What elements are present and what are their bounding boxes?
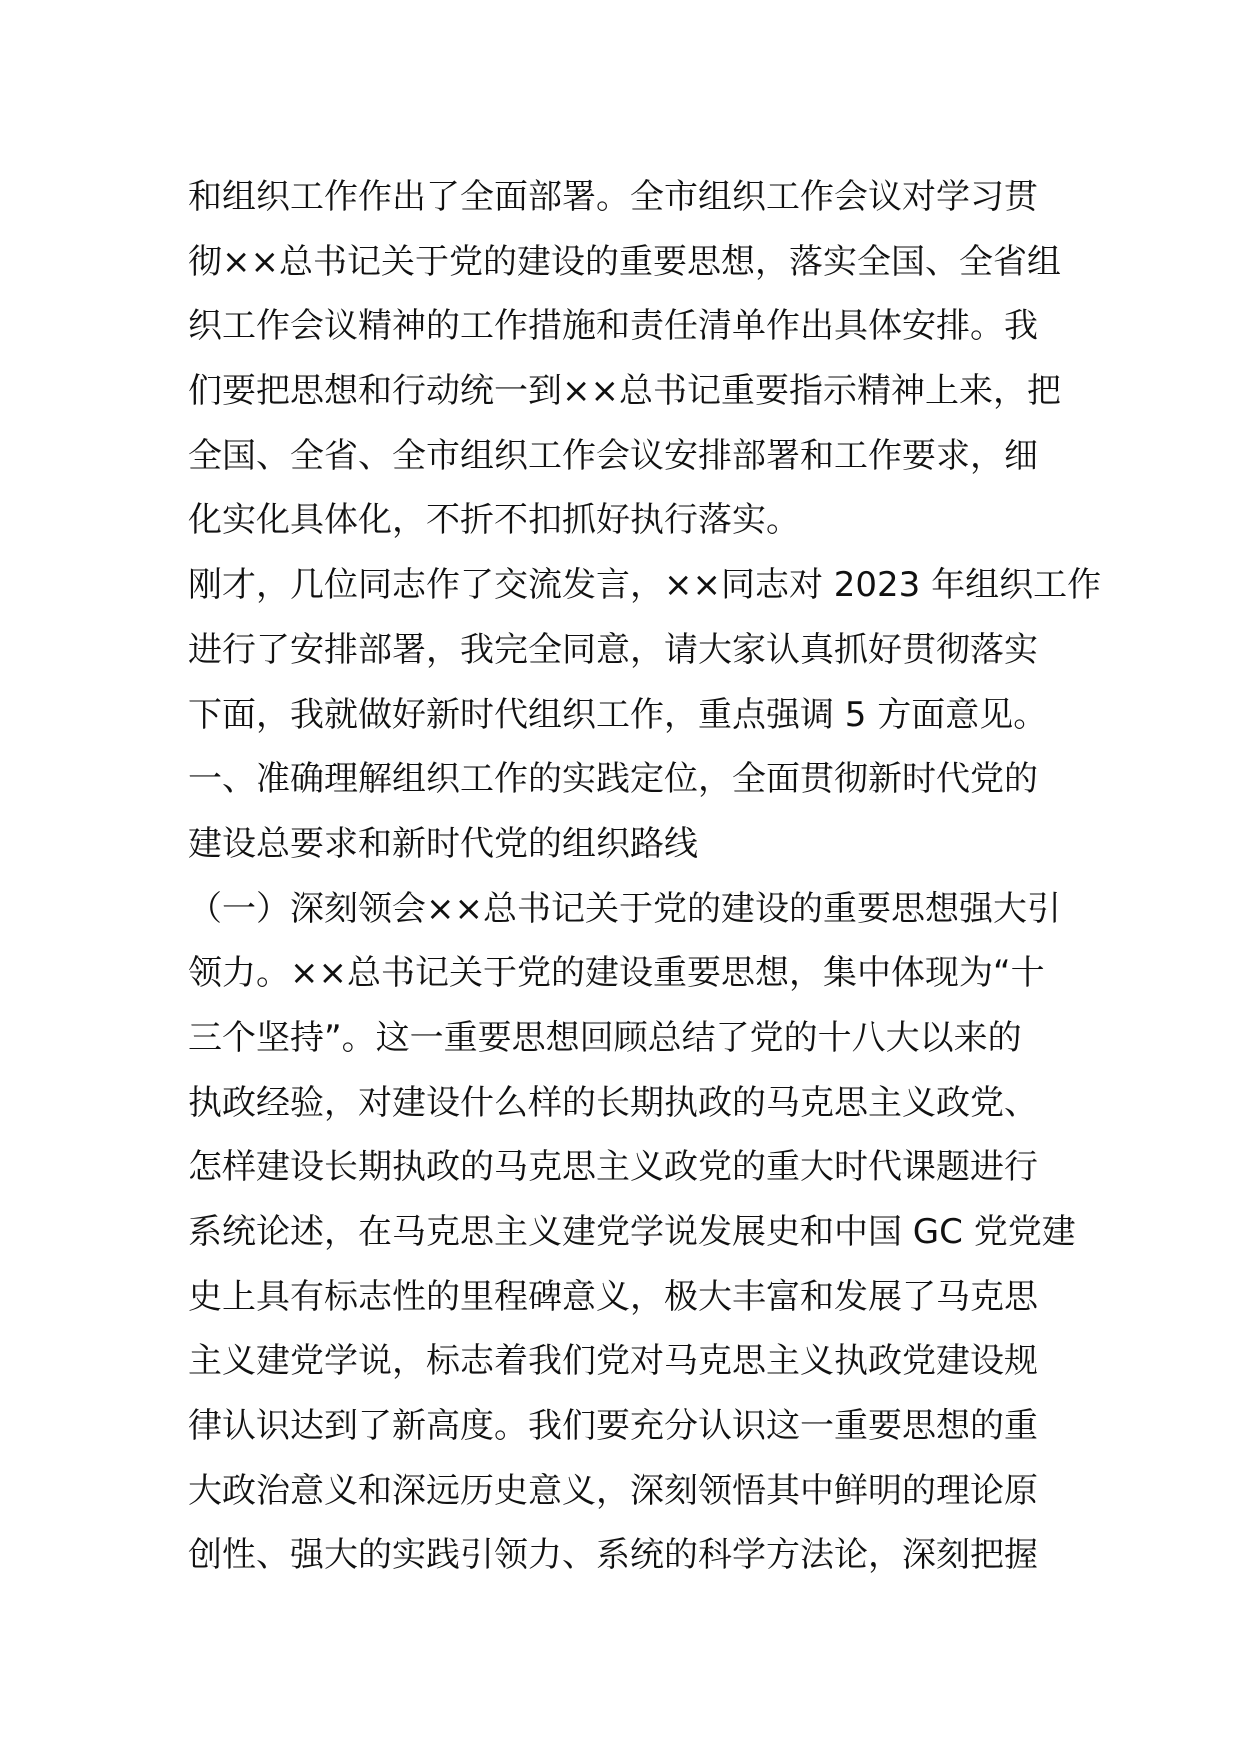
body-text-line: 史上具有标志性的里程碑意义，极大丰富和发展了马克思 (188, 1276, 1038, 1317)
body-text-line: （一）深刻领会××总书记关于党的建设的重要思想强大引 (188, 888, 1061, 929)
body-text-line: 们要把思想和行动统一到××总书记重要指示精神上来，把 (188, 371, 1061, 412)
body-text-line: 执政经验，对建设什么样的长期执政的马克思主义政党、 (188, 1082, 1038, 1123)
body-text-line: 大政治意义和深远历史意义，深刻领悟其中鲜明的理论原 (188, 1470, 1038, 1511)
body-text-line: 三个坚持”。这一重要思想回顾总结了党的十八大以来的 (188, 1017, 1022, 1058)
body-text-line: 下面，我就做好新时代组织工作，重点强调 5 方面意见。 (188, 694, 1048, 735)
body-text-line: 怎样建设长期执政的马克思主义政党的重大时代课题进行 (188, 1147, 1038, 1188)
body-text-line: 和组织工作作出了全面部署。全市组织工作会议对学习贯 (188, 177, 1038, 217)
body-text-line: 织工作会议精神的工作措施和责任清单作出具体安排。我 (188, 306, 1038, 347)
body-text-line: 彻××总书记关于党的建设的重要思想，落实全国、全省组 (188, 241, 1061, 282)
section-heading-line: 一、准确理解组织工作的实践定位，全面贯彻新时代党的 (188, 759, 1038, 800)
body-text-line: 领力。××总书记关于党的建设重要思想，集中体现为“十 (188, 953, 1045, 994)
body-text-line: 主义建党学说，标志着我们党对马克思主义执政党建设规 (188, 1341, 1038, 1382)
body-text-line: 系统论述，在马克思主义建党学说发展史和中国 GC 党党建 (188, 1212, 1076, 1252)
body-text-line: 全国、全省、全市组织工作会议安排部署和工作要求，细 (188, 435, 1038, 476)
body-text-line: 律认识达到了新高度。我们要充分认识这一重要思想的重 (188, 1406, 1038, 1447)
document-body (188, 165, 1102, 1588)
body-text-line: 刚才，几位同志作了交流发言，××同志对 2023 年组织工作 (188, 565, 1102, 606)
body-text-line: 创性、强大的实践引领力、系统的科学方法论，深刻把握 (188, 1535, 1038, 1576)
body-text-line: 化实化具体化，不折不扣抓好执行落实。 (188, 500, 800, 541)
section-heading-line: 建设总要求和新时代党的组织路线 (188, 823, 698, 864)
body-text-line: 进行了安排部署，我完全同意，请大家认真抓好贯彻落实 (188, 629, 1038, 670)
